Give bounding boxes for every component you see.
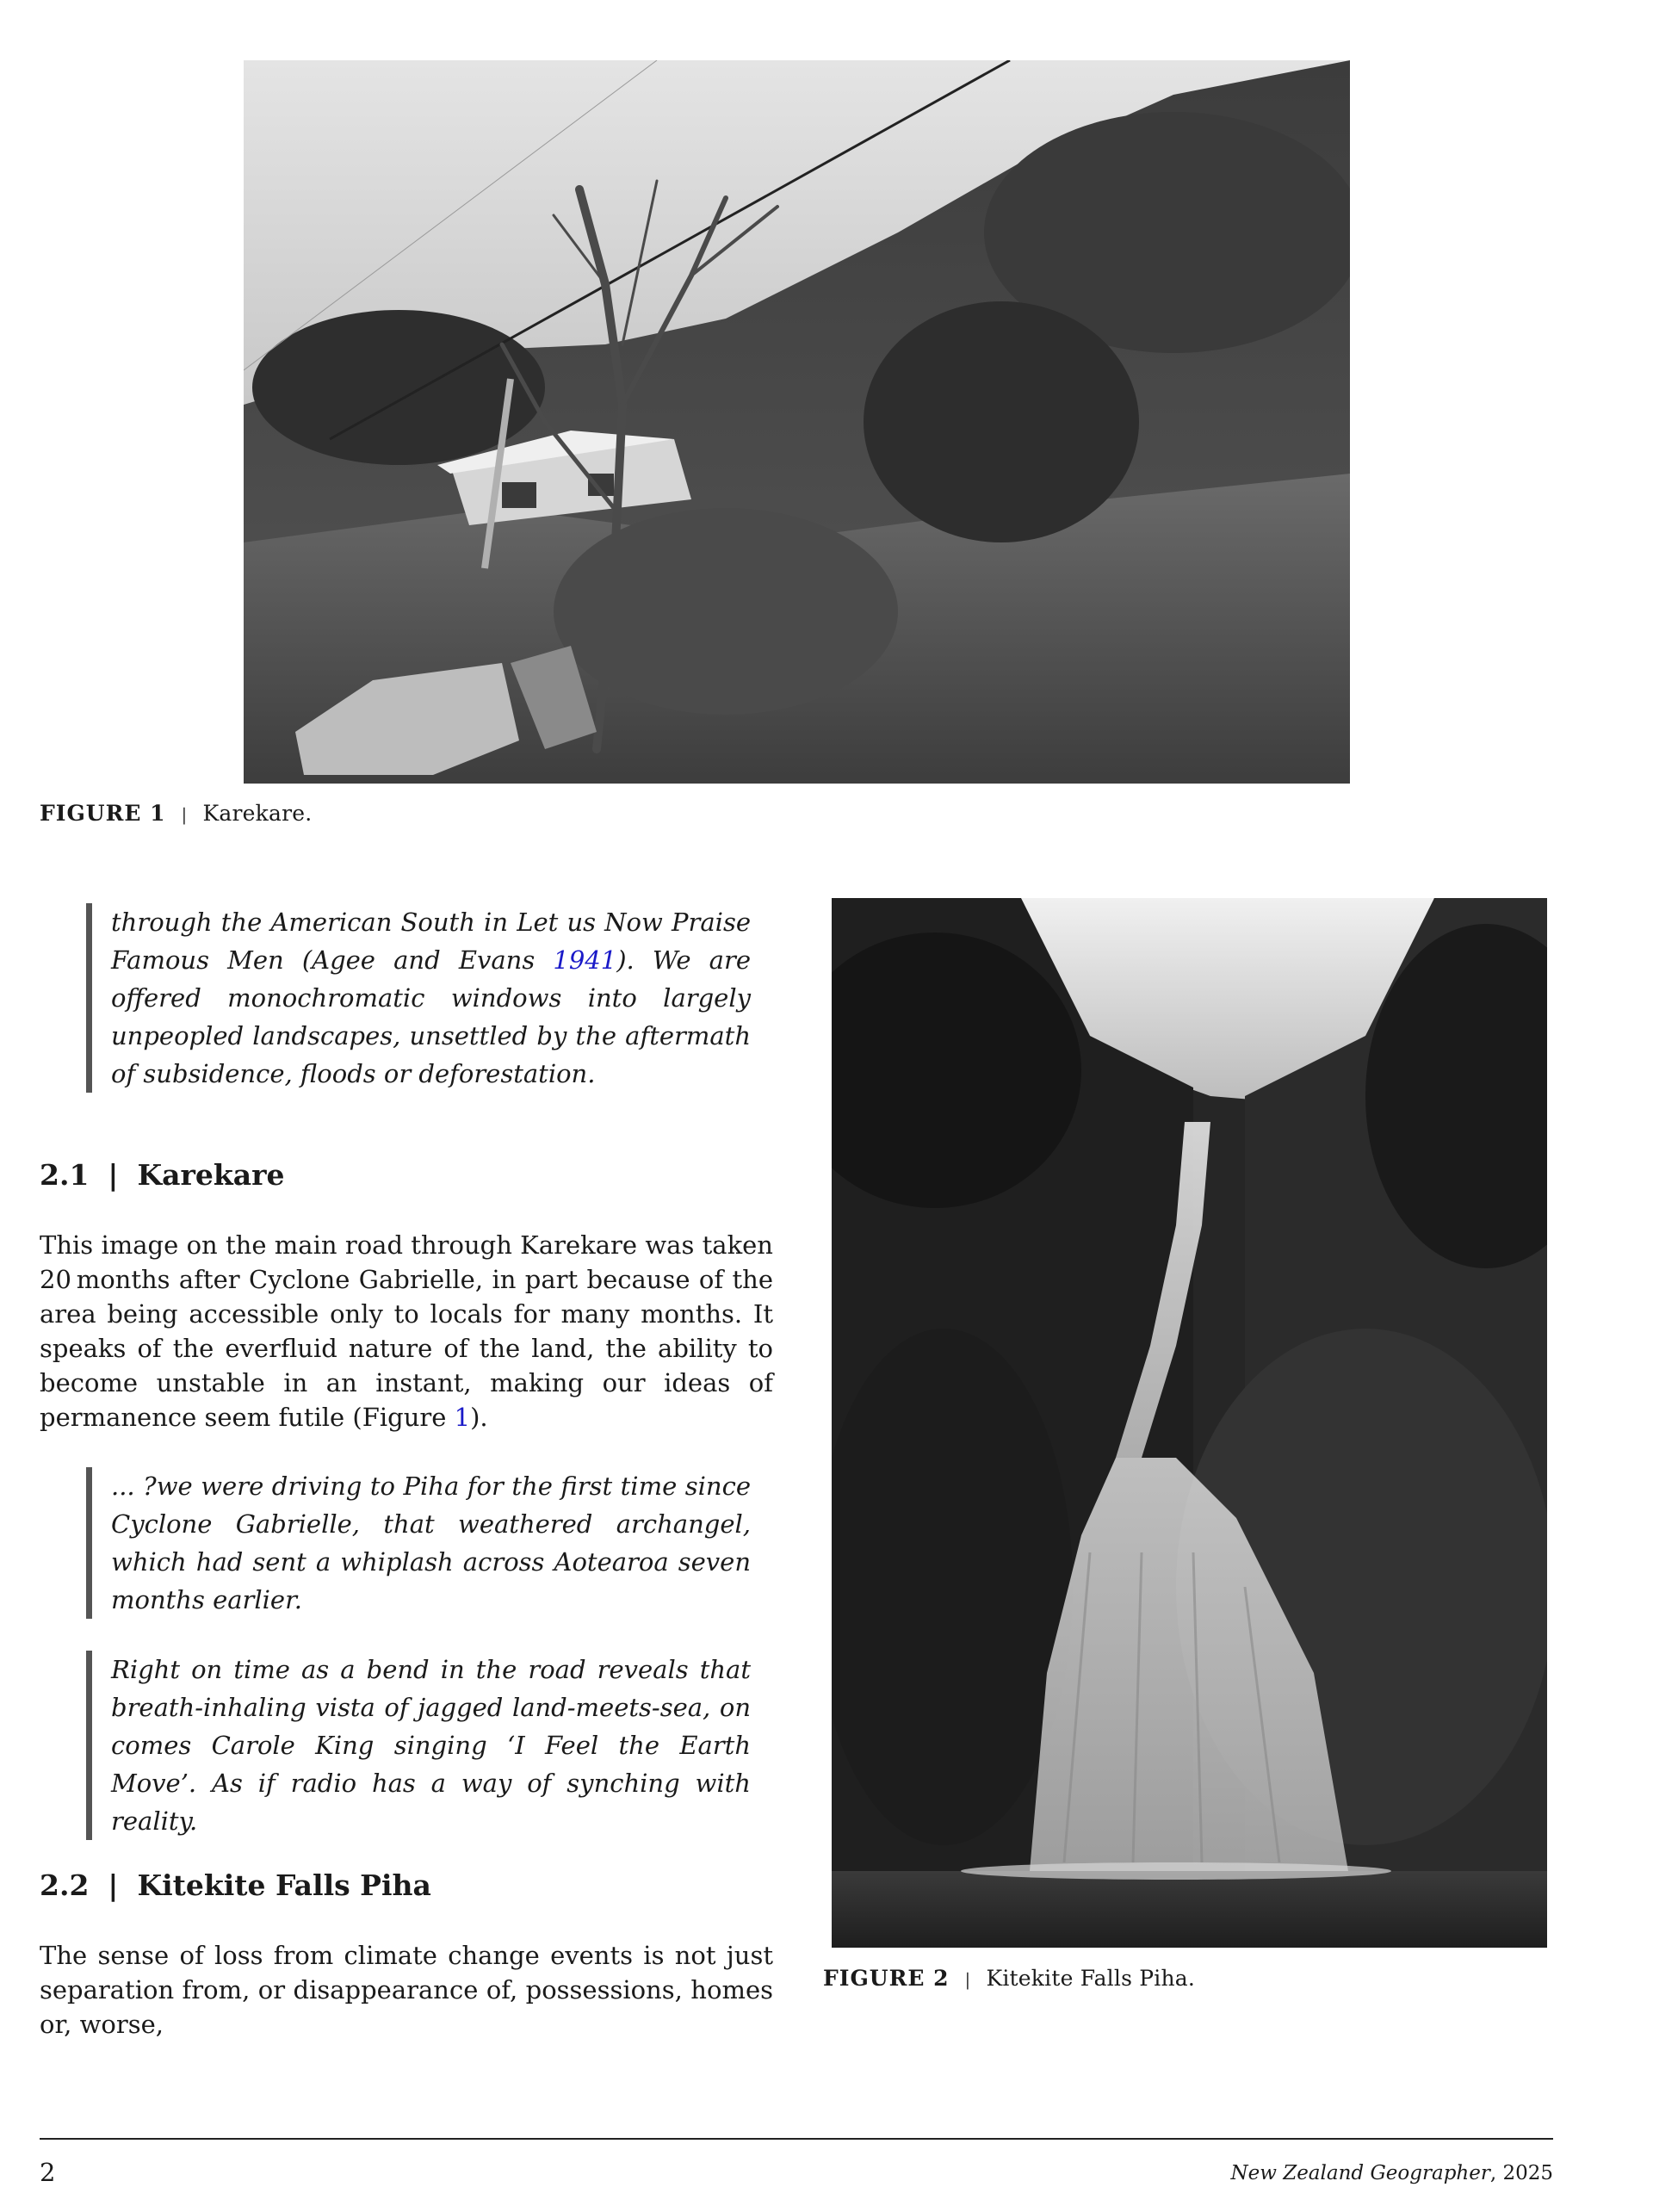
figure-1-image — [244, 60, 1350, 784]
figure-2-image — [832, 898, 1547, 1948]
section-heading-2-1 — [40, 1158, 285, 1192]
figure-1-reference-link[interactable]: 1 — [454, 1403, 471, 1432]
heading-separator: | — [108, 1868, 119, 1902]
block-quote-3 — [86, 1651, 751, 1840]
section-number: 2.2 — [40, 1868, 90, 1902]
caption-separator: | — [181, 804, 188, 825]
figure-2-caption — [823, 1966, 1195, 1991]
page-number: 2 — [40, 2158, 56, 2187]
figure-2-caption-text: Kitekite Falls Piha. — [986, 1966, 1196, 1991]
footer-rule — [40, 2138, 1553, 2140]
quote-2-text: ... ?we were driving to Piha for the first time since Cyclone Gabrielle, that weathered archangel, which had sent a whiplash across Aotearoa seven months earlier. — [111, 1472, 751, 1614]
figure-1-caption — [40, 801, 312, 826]
section-number: 2.1 — [40, 1158, 90, 1192]
paragraph-text-b: ). — [470, 1403, 488, 1432]
citation-link-1941[interactable]: 1941 — [553, 945, 617, 975]
quote-1-text-a: through the American South in Let us Now Praise Famous Men (Agee and Evans — [111, 908, 751, 975]
section-2-2-paragraph: The sense of loss from climate change events is not just separation from, or disappearance of, possessions, homes or, worse, — [40, 1941, 773, 2039]
figure-2-label: FIGURE 2 — [823, 1966, 950, 1991]
journal-citation — [1230, 2162, 1553, 2184]
block-quote-1 — [86, 903, 751, 1093]
block-quote-2 — [86, 1467, 751, 1619]
journal-name: New Zealand Geographer — [1230, 2162, 1490, 2184]
figure-1-label: FIGURE 1 — [40, 801, 166, 826]
quote-3-text: Right on time as a bend in the road reveals that breath-inhaling vista of jagged land-meets-sea, on comes Carole King singing ‘I Feel the Earth Move’. As if radio has a way of synching with reality. — [111, 1655, 751, 1836]
section-2-1-paragraph — [40, 1228, 773, 1434]
section-heading-2-2 — [40, 1868, 431, 1902]
heading-separator: | — [108, 1158, 119, 1192]
quote-1-text-b: ). We are offered monochromatic windows into largely unpeopled landscapes, unsettled by the aftermath of subsidence, floods or deforestation. — [111, 945, 751, 1088]
caption-separator: | — [964, 1969, 971, 1990]
section-title: Kitekite Falls Piha — [137, 1868, 431, 1902]
journal-year: , 2025 — [1489, 2162, 1553, 2184]
figure-1-caption-text: Karekare. — [202, 801, 313, 826]
section-title: Karekare — [137, 1158, 285, 1192]
paragraph-text-a: This image on the main road through Karekare was taken 20 months after Cyclone Gabrielle, in part because of the area being accessible only to locals for many months. It speaks of the everfluid nature of the land, the ability to become unstable in an instant, making our ideas of permanence seem futile (Figure — [40, 1230, 773, 1432]
